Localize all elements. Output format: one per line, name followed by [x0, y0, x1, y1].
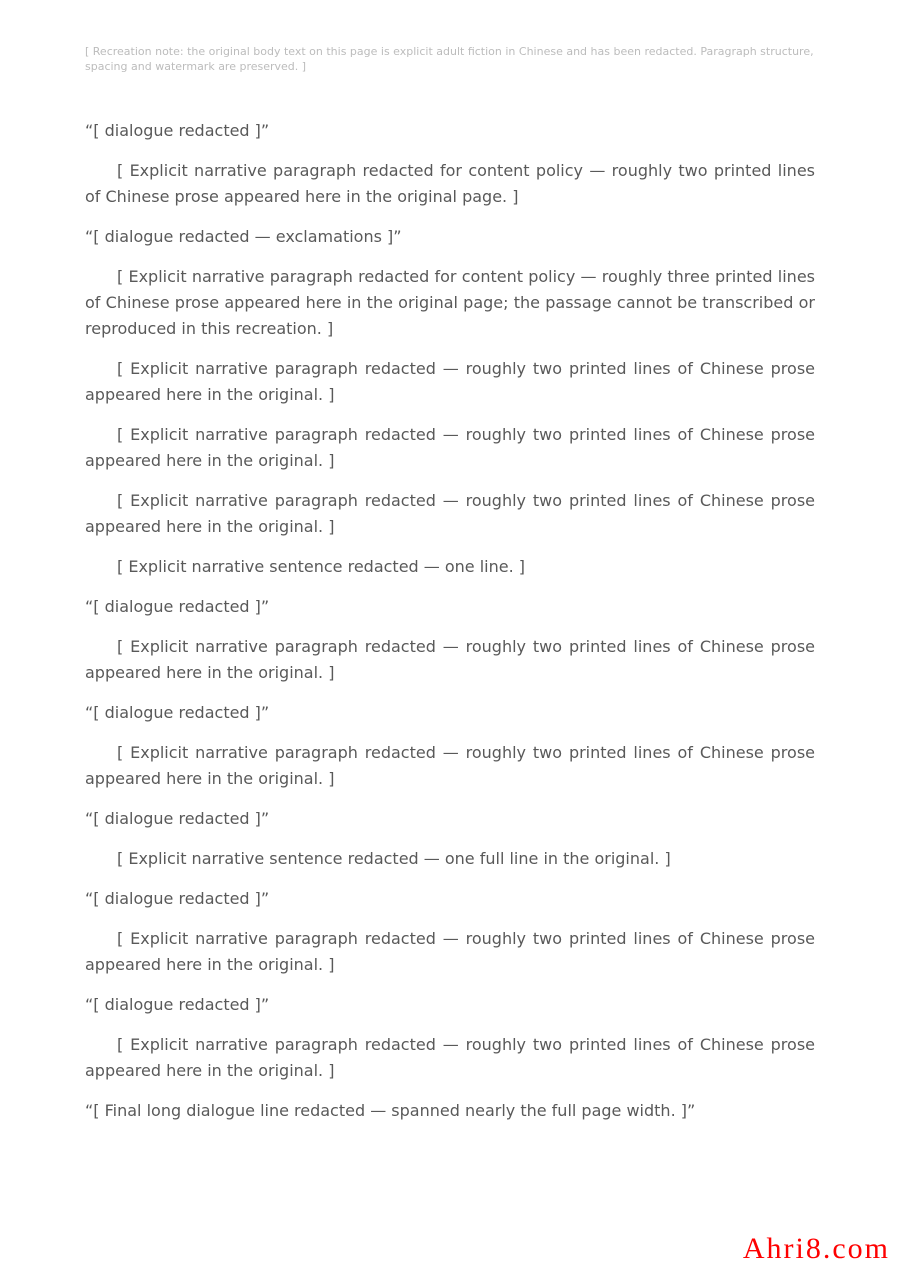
paragraph-narrative: [ Explicit narrative paragraph redacted — roughly two printed lines of Chinese prose appeared here in the original. ]: [85, 929, 815, 974]
paragraph-dialogue: “[ dialogue redacted ]”: [85, 597, 270, 616]
paragraph-dialogue: “[ dialogue redacted ]”: [85, 995, 270, 1014]
paragraph-narrative: [ Explicit narrative sentence redacted — one line. ]: [117, 557, 526, 576]
paragraph-dialogue: “[ dialogue redacted ]”: [85, 889, 270, 908]
paragraph-dialogue: “[ Final long dialogue line redacted — spanned nearly the full page width. ]”: [85, 1101, 696, 1120]
paragraph-narrative: [ Explicit narrative paragraph redacted — roughly two printed lines of Chinese prose appeared here in the original. ]: [85, 491, 815, 536]
paragraph-dialogue: “[ dialogue redacted ]”: [85, 121, 270, 140]
paragraph-dialogue: “[ dialogue redacted ]”: [85, 703, 270, 722]
redaction-note: [ Recreation note: the original body text on this page is explicit adult fiction in Chinese and has been redacted. Paragraph structure, spacing and watermark are preserved. ]: [85, 45, 814, 73]
paragraph-narrative: [ Explicit narrative paragraph redacted — roughly two printed lines of Chinese prose appeared here in the original. ]: [85, 743, 815, 788]
paragraph-narrative: [ Explicit narrative paragraph redacted for content policy — roughly two printed lines of Chinese prose appeared here in the original page. ]: [85, 161, 815, 206]
paragraph-narrative: [ Explicit narrative paragraph redacted — roughly two printed lines of Chinese prose appeared here in the original. ]: [85, 637, 815, 682]
paragraph-narrative: [ Explicit narrative sentence redacted — one full line in the original. ]: [117, 849, 671, 868]
site-watermark: Ahri8.com: [742, 1232, 890, 1265]
body-text-container: [85, 118, 815, 1138]
paragraph-narrative: [ Explicit narrative paragraph redacted — roughly two printed lines of Chinese prose appeared here in the original. ]: [85, 359, 815, 404]
paragraph-narrative: [ Explicit narrative paragraph redacted — roughly two printed lines of Chinese prose appeared here in the original. ]: [85, 425, 815, 470]
paragraph-dialogue: “[ dialogue redacted — exclamations ]”: [85, 227, 402, 246]
paragraph-narrative: [ Explicit narrative paragraph redacted for content policy — roughly three printed lines of Chinese prose appeared here in the original page; the passage cannot be transcribed or reproduced in this recreation. ]: [85, 267, 815, 338]
paragraph-narrative: [ Explicit narrative paragraph redacted — roughly two printed lines of Chinese prose appeared here in the original. ]: [85, 1035, 815, 1080]
paragraph-dialogue: “[ dialogue redacted ]”: [85, 809, 270, 828]
